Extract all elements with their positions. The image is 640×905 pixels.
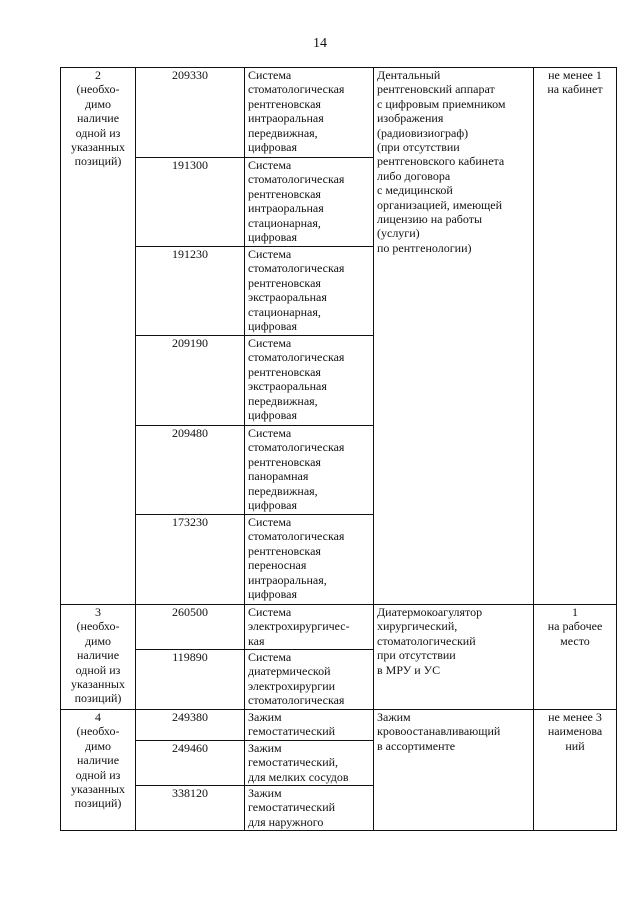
device-name: Система стоматологическая рентгеновская интраоральная передвижная, цифровая [245,68,374,158]
page-number: 14 [313,36,327,51]
device-name: Зажим гемостатический [245,710,374,741]
nomenclature-code: 260500 [136,605,245,650]
table-row [61,68,617,158]
equipment-description: Диатермокоагулятор хирургический, стоматологический при отсутствии в МРУ и УС [374,605,534,710]
nomenclature-code: 338120 [136,786,245,831]
nomenclature-code: 209480 [136,426,245,515]
device-name: Система стоматологическая рентгеновская интраоральная стационарная, цифровая [245,158,374,247]
device-name: Зажим гемостатический, для мелких сосудов [245,741,374,786]
table-row [61,605,617,650]
required-quantity: 1 на рабочее место [534,605,617,710]
equipment-description: Дентальный рентгеновский аппарат с цифровым приемником изображения (радиовизиограф) (при отсутствии рентгеновского кабинета либо договора с медицинской организацией, имеющей лицензию на работы (услуги) по рентгенологии) [374,68,534,605]
nomenclature-code: 119890 [136,650,245,710]
group-number: 3 (необхо- димо наличие одной из указанных позиций) [61,605,136,710]
required-quantity: не менее 3 наименова ний [534,710,617,831]
device-name: Зажим гемостатический для наружного [245,786,374,831]
group-number: 4 (необхо- димо наличие одной из указанных позиций) [61,710,136,831]
table-row [61,710,617,741]
nomenclature-code: 209190 [136,336,245,426]
nomenclature-code: 249460 [136,741,245,786]
device-name: Система стоматологическая рентгеновская панорамная передвижная, цифровая [245,426,374,515]
nomenclature-code: 249380 [136,710,245,741]
nomenclature-code: 173230 [136,515,245,605]
device-name: Система электрохирургичес- кая [245,605,374,650]
device-name: Система стоматологическая рентгеновская экстраоральная стационарная, цифровая [245,247,374,336]
device-name: Система стоматологическая рентгеновская переносная интраоральная, цифровая [245,515,374,605]
equipment-table [60,67,617,831]
nomenclature-code: 191230 [136,247,245,336]
device-name: Система диатермической электрохирургии стоматологическая [245,650,374,710]
device-name: Система стоматологическая рентгеновская экстраоральная передвижная, цифровая [245,336,374,426]
required-quantity: не менее 1 на кабинет [534,68,617,605]
equipment-description: Зажим кровоостанавливающий в ассортименте [374,710,534,831]
nomenclature-code: 191300 [136,158,245,247]
nomenclature-code: 209330 [136,68,245,158]
group-number: 2 (необхо- димо наличие одной из указанных позиций) [61,68,136,605]
